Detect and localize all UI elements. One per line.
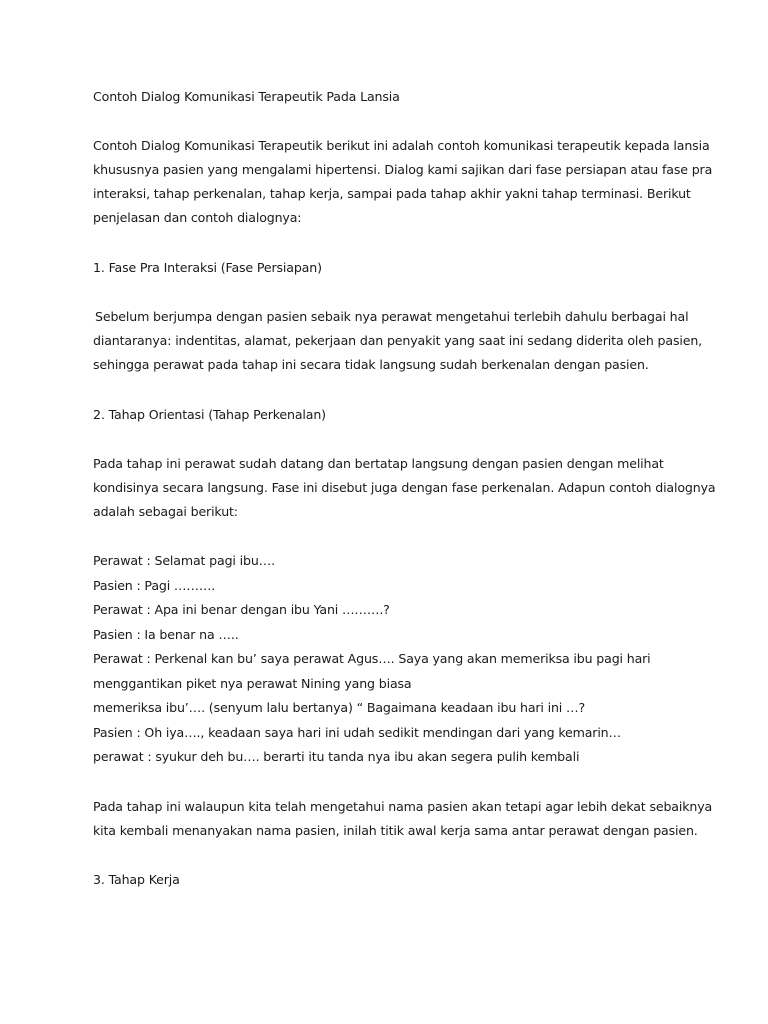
- dialog-line-3: Perawat : Apa ini benar dengan ibu Yani ……….?: [93, 602, 390, 617]
- section2-line-1: Pada tahap ini perawat sudah datang dan bertatap langsung dengan pasien dengan melihat: [93, 456, 664, 471]
- dialog-line-8: Pasien : Oh iya…., keadaan saya hari ini udah sedikit mendingan dari yang kemarin…: [93, 725, 621, 740]
- section3-heading: 3. Tahap Kerja: [93, 872, 180, 887]
- section2-closing-2: kita kembali menanyakan nama pasien, inilah titik awal kerja sama antar perawat dengan pasien.: [93, 823, 698, 838]
- dialog-line-4: Pasien : Ia benar na …..: [93, 627, 239, 642]
- intro-line-3: interaksi, tahap perkenalan, tahap kerja, sampai pada tahap akhir yakni tahap terminasi. Berikut: [93, 186, 691, 201]
- section2-heading: 2. Tahap Orientasi (Tahap Perkenalan): [93, 407, 326, 422]
- dialog-line-1: Perawat : Selamat pagi ibu….: [93, 553, 275, 568]
- intro-line-1: Contoh Dialog Komunikasi Terapeutik berikut ini adalah contoh komunikasi terapeutik kepada lansia: [93, 138, 710, 153]
- document-title: Contoh Dialog Komunikasi Terapeutik Pada Lansia: [93, 89, 400, 104]
- section1-heading: 1. Fase Pra Interaksi (Fase Persiapan): [93, 260, 322, 275]
- section1-line-2: diantaranya: indentitas, alamat, pekerjaan dan penyakit yang saat ini sedang diderita oleh pasien,: [93, 333, 703, 348]
- dialog-line-7: memeriksa ibu’…. (senyum lalu bertanya) “ Bagaimana keadaan ibu hari ini …?: [93, 700, 585, 715]
- intro-line-4: penjelasan dan contoh dialognya:: [93, 210, 302, 225]
- section2-line-3: adalah sebagai berikut:: [93, 504, 238, 519]
- section1-line-1: Sebelum berjumpa dengan pasien sebaik nya perawat mengetahui terlebih dahulu berbagai hal: [95, 309, 689, 324]
- section2-line-2: kondisinya secara langsung. Fase ini disebut juga dengan fase perkenalan. Adapun contoh dialognya: [93, 480, 716, 495]
- dialog-line-9: perawat : syukur deh bu…. berarti itu tanda nya ibu akan segera pulih kembali: [93, 749, 580, 764]
- dialog-line-6: menggantikan piket nya perawat Nining yang biasa: [93, 676, 412, 691]
- section1-line-3: sehingga perawat pada tahap ini secara tidak langsung sudah berkenalan dengan pasien.: [93, 357, 649, 372]
- dialog-line-2: Pasien : Pagi ……….: [93, 578, 216, 593]
- dialog-line-5: Perawat : Perkenal kan bu’ saya perawat Agus…. Saya yang akan memeriksa ibu pagi hari: [93, 651, 651, 666]
- section2-closing-1: Pada tahap ini walaupun kita telah mengetahui nama pasien akan tetapi agar lebih dekat sebaiknya: [93, 799, 713, 814]
- intro-line-2: khususnya pasien yang mengalami hipertensi. Dialog kami sajikan dari fase persiapan atau fase pra: [93, 162, 713, 177]
